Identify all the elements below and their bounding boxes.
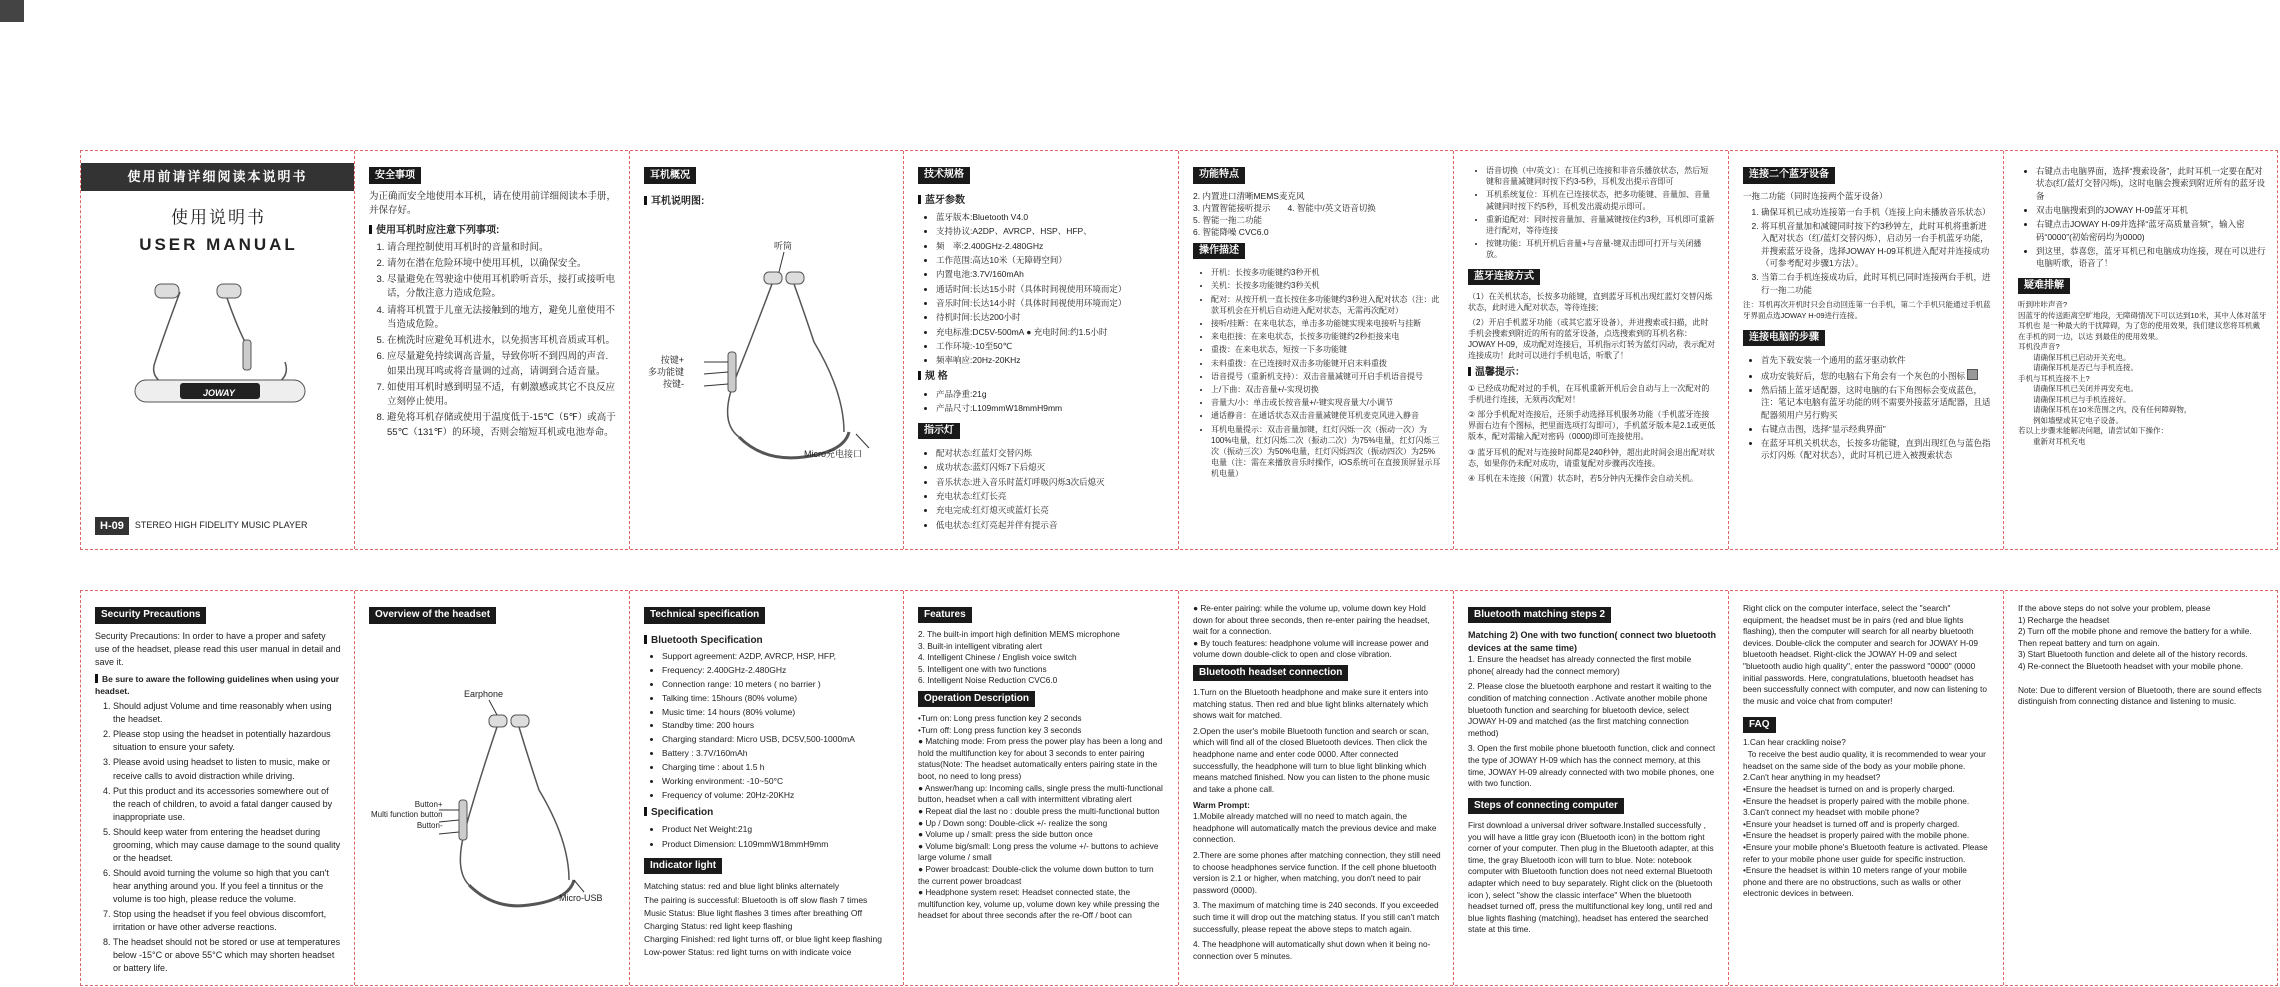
spec-row: • 支持协议:A2DP、AVRCP、HSP、HFP、 (936, 225, 1166, 237)
faq-line: 耳机没声音? (2018, 342, 2060, 351)
list-item: 3. 当第二台手机连接成功后，此时耳机已同时连接两台手机，进行一拖二功能 (1761, 271, 1991, 296)
label-charging-port: Micro充电接口 (804, 449, 862, 459)
list-item: 4. Put this product and its accessories somewhere out of the reach of children, to avoid a fatal danger caused by inappropriate use. (113, 785, 342, 824)
operation-list (918, 713, 1166, 922)
cn-safety-panel (355, 151, 630, 549)
corner-marker (0, 0, 24, 22)
pair2-subheading: Matching 2) One with two function( connect two bluetooth devices at the same time) (1468, 630, 1716, 653)
pc-steps (1743, 354, 1991, 462)
list-item: 2) Turn off the mobile phone and remove the battery for a while. Then repeat battery and turn on again. (2018, 626, 2252, 648)
list-item: • 接听/挂断：在来电状态，单击多功能键实现来电接听与挂断 (1211, 318, 1441, 329)
label-charging-port: Micro-USB (559, 892, 603, 903)
list-item: 1. 确保耳机已成功连接第一台手机（连接上向未播放音乐状态） (1761, 206, 1991, 218)
features-list (918, 629, 1166, 687)
list-item: •Turn off: Long press function key 3 seconds (918, 724, 1082, 735)
list-item: • 双击电脑搜索到的JOWAY H-09蓝牙耳机 (2036, 204, 2267, 216)
section-heading: 耳机概况 (644, 167, 696, 184)
pairing-step: （2）开启手机蓝牙功能（或其它蓝牙设备），并进搜索或扫描，此时手机会搜索到附近的所有的蓝牙设备，点选搜索到的耳机名称：JOWAY H-09，成功配对连接后，耳机指示灯转为蓝灯闪动，表示配对连接成功！此时可以进行手机电话，听歌了！ (1468, 317, 1715, 361)
spec-row: • Working environment: -10~50°C (662, 776, 891, 788)
warm-prompt: 1.Mobile already matched will no need to match again, the headphone will automatically match the previous device and make connection. (1193, 811, 1437, 845)
list-item: •Turn on: Long press function key 2 seconds (918, 713, 1082, 724)
light-row: Matching status: red and blue light blinks alternately (644, 881, 840, 892)
operation-list-cont (1468, 165, 1716, 261)
list-item: ● Up / Down song: Double-click +/- realize the song (918, 817, 1108, 828)
list-item: • 语音切换（中/英文）：在耳机已连接和非音乐播放状态，然后短键和音量减键同时按下约3-5秒，耳机发出提示音即可 (1486, 165, 1716, 187)
list-item: 5. 智能一拖二功能 (1193, 215, 1262, 226)
list-item: • 上/下曲：双击音量+/-实现切换 (1211, 384, 1441, 395)
list-item: ● Volume big/small: Long press the volume +/- buttons to achieve large volume / small (918, 840, 1159, 863)
section-heading: Bluetooth matching steps 2 (1468, 607, 1611, 623)
spec-row: • Charging standard: Micro USB, DC5V,500-1000mA (662, 734, 891, 746)
list-item: • 音量大/小：单击或长按音量+/-键实现音量大/小调节 (1211, 397, 1441, 408)
list-item: 6. Intelligent Noise Reduction CVC6.0 (918, 675, 1058, 686)
section-heading-faq: 疑难排解 (2018, 278, 2070, 295)
spec-row: • 充电标准:DC5V-500mA ● 充电时间:约1.5小时 (936, 326, 1166, 338)
spec-row: • Support agreement: A2DP, AVRCP, HSP, HFP, (662, 651, 891, 663)
label-buttons: 按键+ 多功能键 按键- (648, 355, 685, 390)
faq-line: 请确保耳机已启动开关充电。 (2018, 352, 2131, 362)
en-safety-panel (81, 591, 355, 985)
spec-row: • 频率响应:20Hz-20KHz (936, 354, 1166, 366)
spec-row: • Frequency: 2.400GHz-2.480GHz (662, 665, 891, 677)
faq-line: •Ensure your mobile phone's Bluetooth feature is activated. Please refer to your mobile phone user guide for specific instruction. (1743, 841, 1988, 864)
faq-line: 1.Can hear crackling noise? (1743, 737, 1846, 748)
light-row: • 成功状态:蓝灯闪烁7下后熄灭 (936, 461, 1166, 473)
list-item: • 语音提号（重新机支持）：双击音量减键可开启手机语音提号 (1211, 371, 1441, 382)
label-earphone: 听筒 (774, 241, 793, 251)
cover-headset-illustration (95, 272, 342, 412)
faq-line: •Ensure the headset is within 10 meters range of your mobile phone and there are no obstructions, such as walls or other electronic devices in between. (1743, 865, 1967, 899)
section-heading-connection: Bluetooth headset connection (1193, 665, 1348, 681)
faq-line: 例如墙壁或其它电子设备。 (2018, 415, 2123, 425)
faq-line: •Ensure the headset is properly paired with the mobile phone. (1743, 830, 1970, 841)
list-item: 6. Should avoid turning the volume so high that you can't hear anything around you. If you feel a tinnitus or the volume is too high, please reduce the volume. (113, 867, 342, 906)
list-item: • 重拨：在来电状态，短按一下多功能键 (1211, 344, 1441, 355)
list-item: 7. 如使用耳机时感到明显不适，有刺激感或其它不良反应立刻停止使用。 (387, 381, 617, 410)
list-item: • 按键功能：耳机开机后音量+与音量-键双击即可打开与关闭播放。 (1486, 238, 1716, 260)
list-item: 4. Intelligent Chinese / English voice switch (918, 652, 1077, 663)
connection-step: 2.Open the user's mobile Bluetooth function and search or scan, which will find all of the closed Bluetooth devices. Then click the headphone name and enter code 0000. After connected successfully, the headphone will turn to blue light blinking which means matched finished. Now you can listen to the phone music and take a phone call. (1193, 725, 1430, 794)
operation-list (1193, 267, 1441, 479)
list-item: 8. The headset should not be stored or use at temperatures below -15°C or above 55°C which may shorten headset or battery life. (113, 936, 342, 975)
brand-logo-text: JOWAY (203, 387, 235, 398)
section-heading-faq: FAQ (1743, 717, 1776, 733)
list-item: 2. 将耳机音量加和减键同时按下约3秒钟左，此时耳机将重新进入配对状态（红/蓝灯交替闪烁），启动另一台手机蓝牙功能，并搜索蓝牙设备，选择JOWAY H-09耳机进入配对并连接成功（可参考配对步骤1方法）。 (1761, 220, 1991, 269)
list-item: • 到这里，恭喜您，蓝牙耳机已和电脑成功连接，现在可以进行电脑听歌，语音了！ (2036, 245, 2267, 270)
list-item: 3. 尽量避免在驾驶途中使用耳机聆听音乐，接打或接听电话，分散注意力造成危险。 (387, 273, 617, 302)
cn-pair2-panel (1729, 151, 2004, 549)
pair2-step: 3. Open the first mobile phone bluetooth function, click and connect the type of JOWAY H-09 which has the connect memory, at this time, JOWAY H-09 already connected with two mobile phones, one with two function. (1468, 743, 1716, 789)
pair2-step: 2. Please close the bluetooth earphone and restart it waiting to the condition of matching connection . Activate another mobile phone bluetooth function and searching for bluetooth device, select JOWAY H-09 and matched (as the first matching connection method) (1468, 681, 1712, 738)
headset-diagram (644, 212, 891, 512)
safety-intro: Security Precautions: In order to have a proper and safety use of the headset, please read this user manual in detail and save it. (95, 630, 341, 667)
list-item: • 未料重拨：在已连接时双击多功能键开启末料重拨 (1211, 358, 1441, 369)
cover-footer (95, 517, 308, 536)
safety-intro: 为正确而安全地使用本耳机，请在使用前详细阅读本手册，并保存好。 (369, 191, 617, 217)
spec-row: • 通话时间:长达15小时（具体时间视使用环境而定） (936, 283, 1166, 295)
spec-row: • Connection range: 10 meters ( no barrier ) (662, 679, 891, 691)
list-item: 1. Should adjust Volume and time reasonably when using the headset. (113, 700, 342, 726)
faq-line: 若以上步骤未能解决问题，请尝试如下操作： (2018, 426, 2168, 435)
cover-tagline: STEREO HIGH FIDELITY MUSIC PLAYER (134, 520, 308, 530)
bluetooth-note: Note: Due to different version of Bluetooth, there are sound effects distinguish from connecting distance and listening to music. (2018, 684, 2262, 707)
light-row: Music Status: Blue light flashes 3 times after breathing Off (644, 907, 863, 918)
faq-list (2018, 300, 2267, 447)
list-item: • 重新追配对：同时按音量加、音量减键按住约3秒，耳机即可重新进行配对，等待连接 (1486, 214, 1716, 236)
list-item: 8. 避免将耳机存储或使用于温度低于-15℃（5℉）或高于55℃（131℉）的环境，否则会缩短耳机或电池寿命。 (387, 411, 617, 440)
subheading-bluetooth: Bluetooth Specification (644, 634, 891, 649)
faq-line: 请确保耳机是否已与手机连接。 (2018, 363, 2138, 372)
list-item: • 开机：长按多功能键约3秒开机 (1211, 267, 1441, 278)
warm-prompt: 3. The maximum of matching time is 240 seconds. If you exceeded such time it will drop out the matching status. If you still can't match successfully, please repeat the above steps to match again. (1193, 900, 1440, 934)
en-overview-panel (355, 591, 630, 985)
english-manual-sheet (80, 590, 2278, 986)
faq-line: 因蓝牙的传送距离空旷地段，无障碍情况下可以达到10米，其中人体对蓝牙耳机也 是一种最大的干扰障碍，为了您的使用效果，我们建议您将耳机戴在手机的同一边，以达 到最佳的使用效果。 (2018, 310, 2267, 341)
light-row: The pairing is successful: Bluetooth is off slow flash 7 times (644, 894, 868, 905)
list-item: • 配对：从按开机一直长按住多功能键约3秒进入配对状态（注：此款耳机会在开机后自动进入配对状态，无需再次配对） (1211, 294, 1441, 316)
faq-line: •Ensure the headset is turned on and is properly charged. (1743, 783, 1955, 794)
spec-row: • 产品净重:21g (936, 388, 1166, 400)
list-item: • 然后插上蓝牙适配器，这时电脑的右下角图标会变成蓝色，注：笔记本电脑有蓝牙功能的则不需要外接蓝牙适配器，且适配器须用户另行购买 (1761, 384, 1991, 421)
connection-step: 1.Turn on the Bluetooth headphone and make sure it enters into matching status. Then red and blue light blinks alternately which shows wait for matched. (1193, 687, 1429, 721)
list-item: • 右键点击图，选择“显示经典界面” (1761, 423, 1991, 435)
spec-row: • Battery : 3.7V/160mAh (662, 748, 891, 760)
tip: ④ 耳机在未连接（闲置）状态时，若5分钟内无操作会自动关机。 (1468, 473, 1698, 483)
section-heading: Technical specification (644, 607, 765, 624)
spec-row: • Music time: 14 hours (80% volume) (662, 707, 891, 719)
en-pair2-panel (1454, 591, 1729, 985)
faq-line: 请确保耳机已关闭并再安充电。 (2018, 384, 2138, 393)
subheading-spec: 规 格 (918, 370, 1166, 385)
list-item: If the above steps do not solve your problem, please (2018, 603, 2211, 613)
spec-row: • Product Net Weight:21g (662, 823, 891, 835)
list-item: 4) Re-connect the Bluetooth headset with your mobile phone. (2018, 661, 2244, 672)
warm-prompt: 2.There are some phones after matching connection, they still need to choose headphones service function. If the cell phone bluetooth version is 2.1 or higher, when matching, you don't need to pair password (0000). (1193, 849, 1441, 895)
features-list (1193, 190, 1441, 239)
computer-steps-cont: Right click on the computer interface, select the "search" equipment, the headset must be in pairs (red and blue lights flashing), then the computer will search for all nearby bluetooth devices. Double-click the computer and search for JOWAY H-09 bluetooth headset. Right-click the JOWAY H-09 and select "bluetooth audio high quality", enter the password "0000" (0000 initial passwords. Here, congratulations, bluetooth headset has been successfully connect with computer, and now can listening to the music and voice chat from computer! (1743, 603, 1987, 706)
tip: ③ 蓝牙耳机的配对与连接时间都是240秒钟，超出此时间会退出配对状态，如果你仍未配对成功，请重复配对步骤再次连接。 (1468, 447, 1715, 468)
section-heading: 连接二个蓝牙设备 (1743, 167, 1835, 184)
spec-row: • 内置电池:3.7V/160mAh (936, 268, 1166, 280)
section-heading-computer: Steps of connecting computer (1468, 798, 1624, 814)
pc-steps-cont (2018, 165, 2267, 270)
list-item: • 首先下载安装一个通用的蓝牙驱动软件 (1761, 354, 1991, 366)
list-item: ● By touch features: headphone volume will increase power and volume down double-click to open and close vibration. (1193, 637, 1429, 660)
faq-line: 听到咔咔声音? (2018, 300, 2068, 309)
light-row: • 配对状态:红蓝灯交替闪烁 (936, 447, 1166, 459)
pair2-intro: 一拖二功能（同时连接两个蓝牙设备） (1743, 190, 1888, 201)
section-heading-pairing: 蓝牙连接方式 (1468, 269, 1540, 285)
faq-line: 请确保耳机已与手机连接好。 (2018, 394, 2131, 404)
list-item: • 耳机电量提示：双击音量加键，红灯闪烁一次（振动一次）为100%电量，红灯闪烁二次（振动二次）为75%电量，红灯闪烁三次（振动三次）为50%电量，红灯闪烁四次（振动四次）为25%电量（注：需在来播放音乐时操作，iOS系统可在直接顶屏显示耳机电量） (1211, 424, 1441, 480)
list-item: • 右键点击电脑界面，选择“搜索设备”，此时耳机一定要在配对状态(红/蓝灯交替闪烁)，这时电脑会搜索到附近所有的蓝牙设备 (2036, 165, 2267, 202)
headset-diagram (369, 630, 617, 960)
list-item: • 通话静音：在通话状态双击音量减键使耳机麦克风进入静音 (1211, 410, 1441, 421)
pairing-step: （1）在关机状态，长按多功能键，直到蓝牙耳机出现红蓝灯交替闪烁状态，此时进入配对状态，等待连接; (1468, 291, 1713, 312)
tips-heading: 温馨提示： (1468, 366, 1716, 380)
bluetooth-icon (1967, 369, 1978, 380)
cn-features-panel (1179, 151, 1454, 549)
list-item: 4. 请将耳机置于儿童无法接触到的地方，避免儿童使用不当造成危险。 (387, 304, 617, 333)
list-item: 2. 请勿在潜在危险环境中使用耳机，以确保安全。 (387, 257, 617, 271)
cover-title-cn: 使用说明书 (171, 207, 266, 227)
size-list (644, 823, 891, 850)
safety-list (369, 241, 617, 440)
operation-list-cont (1193, 603, 1441, 661)
list-item: ● Matching mode: From press the power play has been a long and hold the multifunction key for about 3 seconds to enter pairing status(Note: The headset automatically enters pairing state in the boot, no need to long press) (918, 736, 1163, 782)
list-item: 5. Should keep water from entering the headset during grooming, which may cause damage to the sound quality or the headset. (113, 826, 342, 865)
subheading-bluetooth: 蓝牙参数 (918, 194, 1166, 209)
faq-line: 请确保耳机在10米范围之内，没有任何障碍物， (2018, 405, 2192, 414)
light-list (644, 880, 891, 959)
section-heading-indicator: Indicator light (644, 858, 722, 875)
label-earphone: Earphone (464, 688, 504, 699)
spec-row: • 频 率:2.400GHz-2.480GHz (936, 240, 1166, 252)
spec-row: • 工作环境:-10至50℃ (936, 340, 1166, 352)
headset-diagram-drawing (369, 630, 619, 960)
last-list (2018, 603, 2267, 673)
model-badge: H-09 (95, 517, 129, 536)
pair2-step: 1. Ensure the headset has already connected the first mobile phone( already had the connect memory) (1468, 654, 1692, 676)
spec-row: • 待机时间:长达200小时 (936, 311, 1166, 323)
faq-line: 手机与耳机连接不上? (2018, 373, 2090, 383)
list-item: 1) Recharge the headset (2018, 614, 2110, 625)
light-list (918, 447, 1166, 531)
section-heading: Overview of the headset (369, 607, 496, 624)
warm-prompt: 4. The headphone will automatically shut down when it being no-connection over 5 minutes. (1193, 939, 1431, 961)
cover-banner: 使用前请详细阅读本说明书 (81, 163, 354, 191)
spec-row: • 工作范围:高达10米（无障碍空间） (936, 254, 1166, 266)
chinese-manual-sheet (80, 150, 2278, 550)
list-item: 6. 智能降噪 CVC6.0 (1193, 227, 1269, 238)
size-list (918, 388, 1166, 415)
cn-cover-panel (81, 151, 355, 549)
list-item: 1. 请合理控制使用耳机时的音量和时间。 (387, 241, 617, 255)
list-item: 2. The built-in import high definition MEMS microphone (918, 629, 1120, 639)
cn-pairing-panel (1454, 151, 1729, 549)
list-item: • 成功安装好后，您的电脑右下角会有一个灰色的小图标 (1761, 369, 1991, 382)
list-item: • 关机：长按多功能键约3秒关机 (1211, 280, 1441, 291)
en-tech-panel (630, 591, 904, 985)
list-item: • 来电拒接：在来电状态，长按多功能键约2秒拒接来电 (1211, 331, 1441, 342)
section-heading: 技术规格 (918, 167, 970, 184)
list-item: 3. Please avoid using headset to listen to music, make or receive calls to avoid distraction while driving. (113, 756, 342, 782)
en-features-panel (904, 591, 1179, 985)
section-heading-pc: 连接电脑的步骤 (1743, 330, 1825, 347)
safety-subheading: 使用耳机时应注意下列事项: (369, 223, 617, 238)
list-item: 3) Start Bluetooth function and delete all of the history records. (2018, 649, 2248, 660)
cn-tech-panel (904, 151, 1179, 549)
list-item: 2. Please stop using the headset in potentially hazardous situation to ensure your safety. (113, 728, 342, 754)
light-row: • 充电完成:红灯熄灭或蓝灯长亮 (936, 504, 1166, 516)
list-item: ● Volume up / small: press the side button once (918, 829, 1093, 840)
list-item: ● Re-enter pairing: while the volume up, volume down key Hold down for about three seconds, then re-enter pairing the headset, wait for a connection. (1193, 603, 1430, 637)
section-heading: Security Precautions (95, 607, 206, 624)
section-heading-operation: 操作描述 (1193, 243, 1245, 260)
faq-line: 3.Can't connect my headset with mobile phone? (1743, 807, 1920, 818)
computer-steps: First download a universal driver software.Installed successfully , you will have a little gray icon (Bluetooth icon) in the bottom right corner of your computer. Then plug in the Bluetooth adapter, at this time, the gray Bluetooth icon will turn to blue. Note: notebook computer with Bluetooth function does not need external Bluetooth adapter which need to buy separately. Right click on the (bluetooth icon ), select "show the classic interface" When the bluetooth headset turned off, press the multifunctional key long, until red and blue lights flashing (matching), headset has entered the searched state at this time. (1468, 819, 1714, 935)
list-item: 5. Intelligent one with two functions (918, 663, 1047, 674)
light-row: Low-power Status: red light turns on with indicate voice (644, 947, 852, 958)
list-item: ● Repeat dial the last no : double press the multi-functional button (918, 805, 1160, 816)
cn-overview-panel (630, 151, 904, 549)
light-row: Charging Finished: red light turns off, or blue light keep flashing (644, 934, 882, 945)
section-heading: Features (918, 607, 972, 623)
label-buttons: Button+ Multi function button Button- (371, 799, 443, 831)
spec-list (918, 211, 1166, 366)
list-item: 2. 内置进口清晰MEMS麦克风 (1193, 190, 1305, 201)
list-item: ● Headphone system reset: Headset connected state, the multifunction key, volume up, volume down key while pressing the headset for about three seconds after the re-Off / boot can (918, 887, 1160, 921)
section-heading: 功能特点 (1193, 167, 1245, 184)
spec-row: • Frequency of volume: 20Hz-20KHz (662, 790, 891, 802)
list-item: • 在蓝牙耳机关机状态，长按多功能键，直到出现红色与蓝色指示灯闪烁（配对状态），此时耳机已进入被搜索状态 (1761, 437, 1991, 462)
faq-line: 重新对耳机充电 (2018, 436, 2086, 446)
en-last-panel (2004, 591, 2279, 985)
en-faq-panel (1729, 591, 2004, 985)
faq-line: •Ensure your headset is turned off and is properly charged. (1743, 818, 1960, 829)
section-heading: 安全事项 (369, 167, 421, 184)
pair2-note: 注：耳机再次开机时只会自动回连第一台手机，第二个手机只能通过手机蓝牙界面点选JOWAY H-09进行连接。 (1743, 300, 1991, 320)
section-heading-operation: Operation Description (918, 691, 1035, 707)
light-row: • 低电状态:红灯亮起并伴有提示音 (936, 519, 1166, 531)
light-row: • 音乐状态:进入音乐时蓝灯呼吸闪烁3次后熄灭 (936, 476, 1166, 488)
list-item: 6. 应尽量避免持续调高音量，导致你听不到四周的声音.如果出现耳鸣或将音量调的过高，请调到合适音量。 (387, 350, 617, 379)
faq-line: To receive the best audio quality, it is recommended to wear your headset on the same side of the body as your mobile phone. (1743, 749, 1989, 771)
list-item: 3. 内置智能接听提示 4. 智能中/英文语音切换 (1193, 202, 1376, 213)
overview-subheading: 耳机说明图: (644, 194, 891, 209)
faq-line: 2.Can't hear anything in my headset? (1743, 772, 1881, 783)
list-item: • 耳机系统复位：耳机在已连接状态，把多功能键、音量加、音量减键同时按下约5秒，耳机发出震动提示即可。 (1486, 189, 1716, 211)
faq-line: •Ensure the headset is properly paired with the mobile phone. (1743, 795, 1970, 806)
subheading-indicator: 指示灯 (918, 423, 960, 440)
subheading-spec: Specification (644, 806, 891, 821)
tip: ① 已经成功配对过的手机，在耳机重新开机后会自动与上一次配对的手机进行连接，无须再次配对！ (1468, 383, 1710, 404)
cn-faq-panel (2004, 151, 2279, 549)
safety-list (95, 700, 342, 975)
warm-prompt-heading: Warm Prompt: (1193, 799, 1250, 810)
light-row: • 充电状态:红灯长亮 (936, 490, 1166, 502)
tip: ② 部分手机配对连接后，还须手动选择耳机服务功能（手机蓝牙连接界面右边有个图标，把里面选项打勾即可），手机蓝牙版本是2.1或更低版本，配对需输入配对密码（0000)即可连接使用。 (1468, 410, 1716, 442)
list-item: ● Answer/hang up: Incoming calls, single press the multi-functional button, headset when a call with intermittent vibrating alert (918, 782, 1163, 805)
spec-row: • Charging time : about 1.5 h (662, 762, 891, 774)
light-row: Charging Status: red light keep flashing (644, 920, 793, 931)
spec-row: • 蓝牙版本:Bluetooth V4.0 (936, 211, 1166, 223)
list-item: 3. Built-in intelligent vibrating alert (918, 640, 1043, 651)
spec-row: • Product Dimension: L109mmW18mmH9mm (662, 838, 891, 850)
list-item: • 右键点击JOWAY H-09并选择“蓝牙高质量音频”，输入密码“0000”(初始密码均为0000) (2036, 218, 2267, 243)
en-connection-panel (1179, 591, 1454, 985)
spec-row: • Talking time: 15hours (80% volume) (662, 693, 891, 705)
faq-list (1743, 737, 1991, 900)
spec-row: • 产品尺寸:L109mmW18mmH9mm (936, 402, 1166, 414)
safety-subheading: Be sure to aware the following guidelines when using your headset. (95, 673, 342, 698)
spec-row: • 音乐时间:长达14小时（具体时间视使用环境而定） (936, 297, 1166, 309)
list-item: 5. 在梳洗时应避免耳机进水，以免损害耳机音质或耳机。 (387, 334, 617, 348)
pair2-steps (1743, 206, 1991, 296)
cover-title-en: USER MANUAL (139, 235, 298, 254)
spec-list (644, 651, 891, 802)
list-item: ● Power broadcast: Double-click the volume down button to turn the current power broadcast (918, 863, 1154, 886)
spec-row: • Standby time: 200 hours (662, 720, 891, 732)
list-item: 7. Stop using the headset if you feel obvious discomfort, irritation or have other adverse reactions. (113, 908, 342, 934)
